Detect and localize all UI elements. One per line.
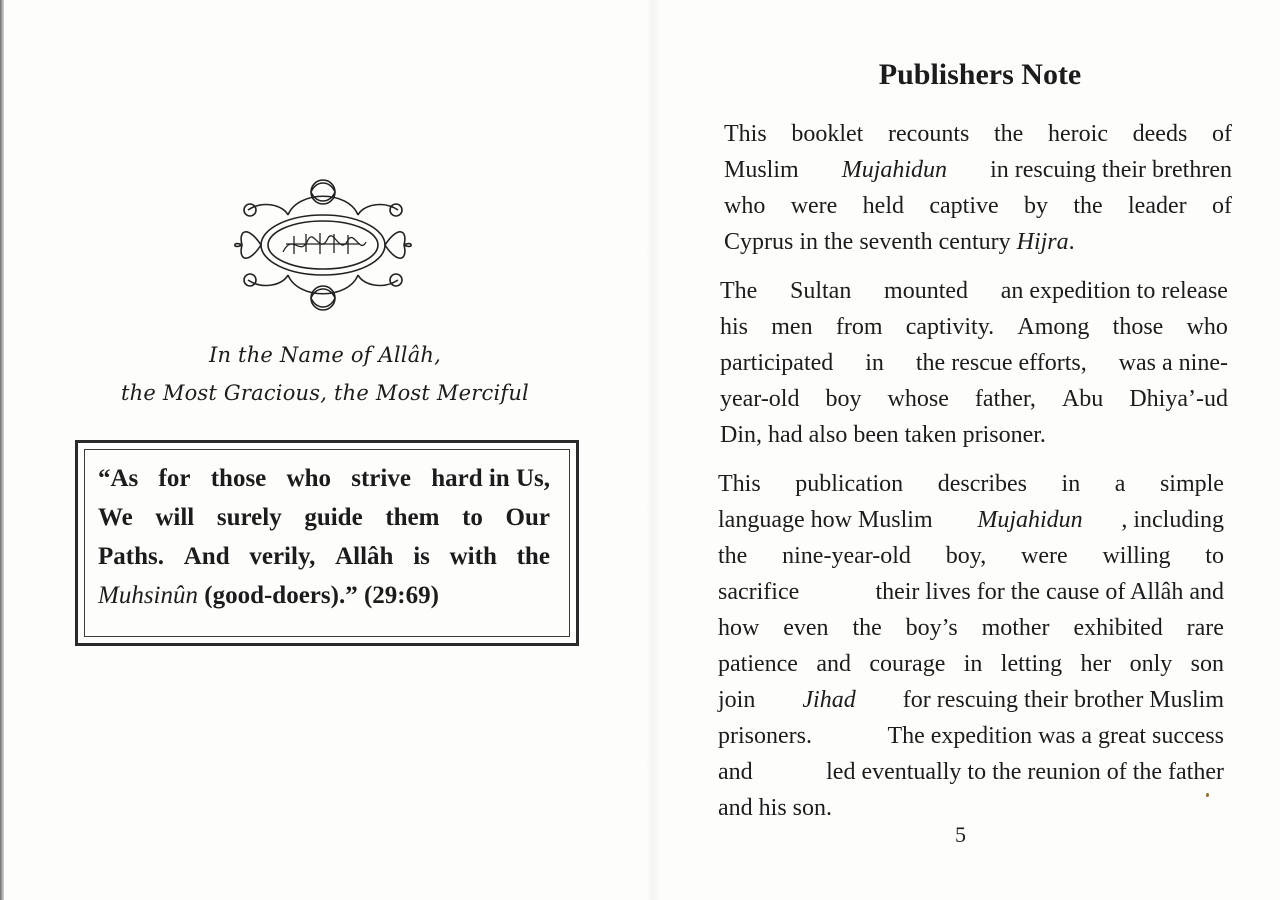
quote-word: who <box>286 465 331 492</box>
word: leader <box>1128 193 1187 219</box>
word: recounts <box>888 121 970 147</box>
text-line <box>724 152 1232 188</box>
text-line <box>718 466 1224 502</box>
word: courage <box>869 651 946 677</box>
word: and <box>816 651 851 677</box>
word: This <box>724 121 767 147</box>
word: her <box>1080 651 1112 677</box>
word: Among <box>1017 314 1090 340</box>
text-line <box>724 116 1232 152</box>
word: whose <box>887 386 949 412</box>
text-line <box>718 610 1224 646</box>
word: and his son. <box>718 795 832 821</box>
quote-line <box>98 498 550 537</box>
quote-line <box>98 459 550 498</box>
word: were <box>790 193 838 219</box>
word: in <box>1061 471 1081 497</box>
word: from <box>835 314 883 340</box>
text-line <box>720 309 1228 345</box>
word: letting <box>1000 651 1063 677</box>
word: held <box>862 193 904 219</box>
text-line <box>718 682 1224 718</box>
word: of <box>1211 121 1232 147</box>
word: those <box>1112 314 1164 340</box>
word: by <box>1023 193 1048 219</box>
word: of <box>1211 193 1232 219</box>
word: heroic <box>1048 121 1108 147</box>
quote-word: for <box>158 465 191 492</box>
text-line <box>718 574 1224 610</box>
quote-text <box>98 459 550 615</box>
text-line <box>724 188 1232 224</box>
word: father, <box>974 386 1036 412</box>
quote-word: the <box>516 543 550 570</box>
word: participated <box>720 350 834 376</box>
italic-term: Mujahidun <box>841 157 948 183</box>
word: deeds <box>1132 121 1188 147</box>
word: nine-year-old <box>782 543 911 569</box>
paragraph-2 <box>720 273 1228 453</box>
word: language how Muslim <box>718 507 939 533</box>
quote-word: Paths. <box>98 543 164 570</box>
word: patience <box>718 651 798 677</box>
word: The <box>720 278 758 304</box>
paragraph-1 <box>724 116 1232 260</box>
text-line <box>720 381 1228 417</box>
word: . <box>1068 229 1075 255</box>
text-line <box>720 417 1228 453</box>
bismillah-ornament-icon <box>228 170 418 320</box>
word: the <box>994 121 1024 147</box>
word: to <box>1205 543 1224 569</box>
word: prisoners. <box>718 723 812 749</box>
quote-word: is <box>413 543 430 570</box>
word: who <box>1186 314 1228 340</box>
word: year-old <box>720 386 800 412</box>
quote-word: with <box>449 543 497 570</box>
word: simple <box>1159 471 1224 497</box>
paragraph-3 <box>718 466 1224 826</box>
word: only <box>1129 651 1173 677</box>
word: boy <box>825 386 862 412</box>
word: exhibited <box>1073 615 1163 641</box>
text-line <box>724 224 1232 260</box>
text-line <box>720 273 1228 309</box>
word: willing <box>1102 543 1171 569</box>
paper-speck <box>1206 793 1209 797</box>
word: , including <box>1121 507 1224 533</box>
quote-line <box>98 576 550 615</box>
word: led eventually to the reunion of the father <box>826 759 1224 785</box>
word: their lives for the cause of Allâh and <box>875 579 1224 605</box>
quote-word: We <box>98 504 133 531</box>
text-line <box>718 538 1224 574</box>
quote-word: verily, <box>249 543 316 570</box>
book-gutter <box>646 0 660 900</box>
text-line <box>718 790 1224 826</box>
word: Muslim <box>724 157 799 183</box>
word: in rescuing their brethren <box>990 157 1232 183</box>
word: men <box>771 314 813 340</box>
invocation-text <box>100 336 550 412</box>
word: publication <box>795 471 904 497</box>
quote-word: to <box>462 504 483 531</box>
word: boy’s <box>905 615 958 641</box>
quote-word: And <box>183 543 230 570</box>
word: boy, <box>945 543 987 569</box>
quote-citation: (good-doers).” (29:69) <box>198 582 439 609</box>
word: Sultan <box>790 278 852 304</box>
word: captivity. <box>905 314 995 340</box>
quranic-verse-box <box>75 440 579 646</box>
word: booklet <box>791 121 864 147</box>
text-line <box>718 754 1224 790</box>
italic-term: Jihad <box>802 687 856 713</box>
word: was a nine- <box>1118 350 1228 376</box>
word: an expedition to release <box>1000 278 1228 304</box>
word: Cyprus in the seventh century <box>724 229 1017 255</box>
word: for rescuing their brother Muslim <box>896 687 1224 713</box>
page-edge-shadow <box>0 0 4 900</box>
quote-word: Allâh <box>335 543 394 570</box>
word: were <box>1021 543 1068 569</box>
word: describes <box>937 471 1028 497</box>
word: join <box>718 687 762 713</box>
text-line <box>720 345 1228 381</box>
quote-word: guide <box>304 504 363 531</box>
invocation-line-1: In the Name of Allâh, <box>208 343 442 367</box>
quote-word: hard in Us, <box>431 465 550 492</box>
word: the <box>718 543 748 569</box>
word: mother <box>981 615 1050 641</box>
word: captive <box>929 193 999 219</box>
word: Din, had also been taken prisoner. <box>720 422 1046 448</box>
word: in <box>865 350 884 376</box>
quote-word: will <box>155 504 195 531</box>
quote-word: “As <box>98 465 139 492</box>
text-line <box>718 718 1224 754</box>
word: the rescue efforts, <box>915 350 1087 376</box>
word: rare <box>1186 615 1224 641</box>
word: in <box>963 651 983 677</box>
quote-italic-term: Muhsinûn <box>98 582 198 609</box>
word: his <box>720 314 749 340</box>
word: and <box>718 759 753 785</box>
quote-line <box>98 537 550 576</box>
word: sacrifice <box>718 579 800 605</box>
word: the <box>852 615 882 641</box>
word: mounted <box>884 278 969 304</box>
word: who <box>724 193 766 219</box>
invocation-line-2: the Most Gracious, the Most Merciful <box>121 381 529 405</box>
text-line <box>718 646 1224 682</box>
word: even <box>783 615 829 641</box>
quote-word: those <box>210 465 267 492</box>
quote-word: strive <box>351 465 411 492</box>
word: how <box>718 615 760 641</box>
quote-word: them <box>385 504 440 531</box>
page-number: 5 <box>955 822 966 847</box>
quote-word: surely <box>216 504 282 531</box>
page-title: Publishers Note <box>878 58 1082 91</box>
quote-word: Our <box>505 504 550 531</box>
word: son <box>1190 651 1224 677</box>
word: The expedition was a great success <box>887 723 1224 749</box>
word: Abu <box>1061 386 1104 412</box>
italic-term: Mujahidun <box>977 507 1083 533</box>
italic-term: Hijra <box>1016 229 1069 255</box>
word: This <box>718 471 761 497</box>
text-line <box>718 502 1224 538</box>
word: the <box>1073 193 1103 219</box>
word: Dhiya’-ud <box>1129 386 1228 412</box>
word: a <box>1114 471 1126 497</box>
